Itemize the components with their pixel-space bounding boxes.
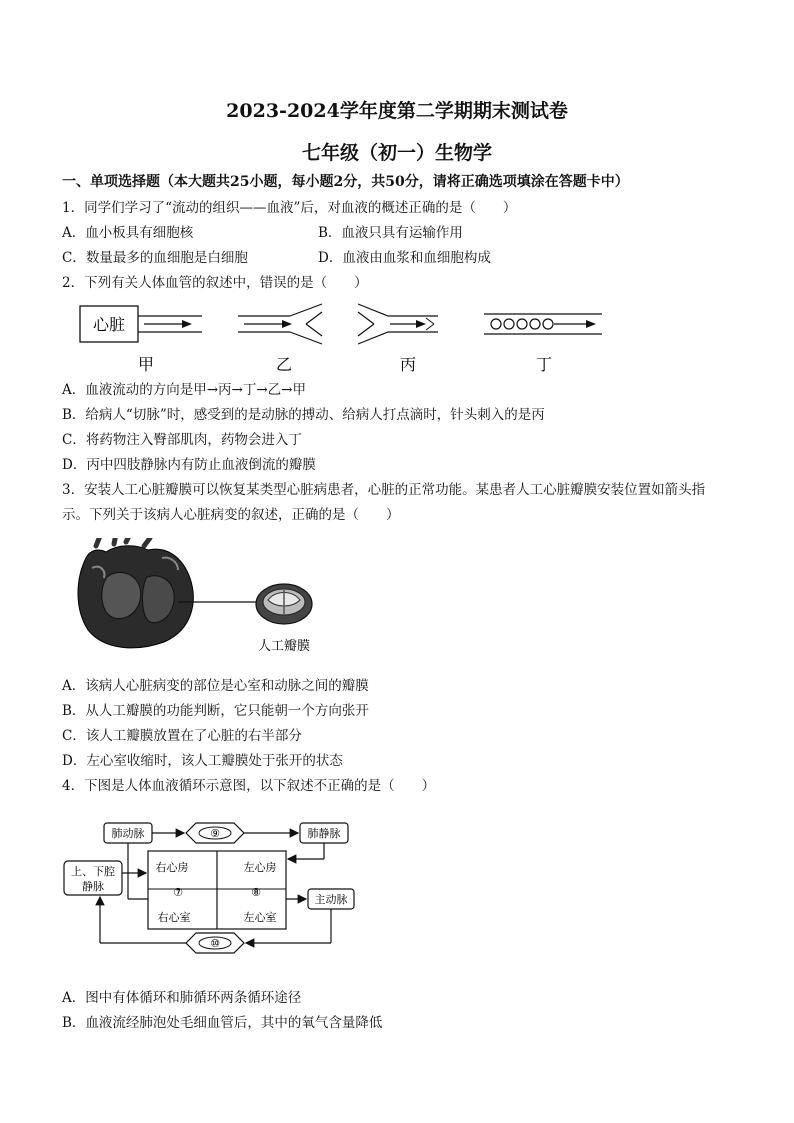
- page-title: 2023-2024学年度第二学期期末测试卷: [226, 100, 568, 122]
- q2-option-b: B．给病人“切脉”时，感受到的是动脉的搏动、给病人打点滴时，针头刺入的是丙: [62, 407, 545, 423]
- arrow-icon: [282, 320, 292, 328]
- q1-option-a: A．血小板具有细胞核: [62, 225, 194, 241]
- caption-jia: 甲: [137, 355, 155, 374]
- pulmonary-vein-label: 肺静脉: [307, 827, 341, 840]
- q4-circulation-diagram: [60, 815, 370, 960]
- q2-option-c: C．将药物注入臀部肌肉，药物会进入丁: [62, 432, 302, 448]
- q3-stem-line1: 3．安装人工心脏瓣膜可以恢复某类型心脏病患者，心脏的正常功能。某患者人工心脏瓣膜安装位置如箭头指: [62, 482, 706, 498]
- q4-stem: 4．下图是人体血液循环示意图，以下叙述不正确的是（ ）: [62, 778, 436, 794]
- q3-option-d: D．左心室收缩时，该人工瓣膜处于张开的状态: [62, 753, 343, 769]
- label-n9: ⑨: [210, 827, 220, 840]
- section-heading: 一、单项选择题（本大题共25小题，每小题2分，共50分，请将正确选项填涂在答题卡中）: [62, 174, 629, 190]
- q2-stem: 2．下列有关人体血管的叙述中，错误的是（ ）: [62, 275, 368, 291]
- q4-option-b: B．血液流经肺泡处毛细血管后，其中的氧气含量降低: [62, 1015, 383, 1031]
- pulmonary-artery-label: 肺动脉: [111, 827, 145, 840]
- q2-vessel-figure: [60, 298, 620, 378]
- left-atrium-label: 左心房: [243, 861, 277, 874]
- arrow-icon: [586, 320, 596, 328]
- page-subtitle: 七年级（初一）生物学: [301, 142, 492, 164]
- caption-yi: 乙: [275, 355, 293, 374]
- right-atrium-label: 右心房: [155, 861, 189, 874]
- q3-option-a: A．该病人心脏病变的部位是心室和动脉之间的瓣膜: [62, 678, 369, 694]
- q2-option-d: D．丙中四肢静脉内有防止血液倒流的瓣膜: [62, 457, 316, 473]
- q3-heart-figure: [66, 538, 356, 660]
- q3-stem-line2: 示。下列关于该病人心脏病变的叙述，正确的是（ ）: [62, 507, 400, 523]
- q1-option-b: B．血液只具有运输作用: [318, 225, 463, 241]
- caption-ding: 丁: [535, 355, 553, 374]
- heart-label: 心脏: [92, 315, 126, 334]
- label-n7: ⑦: [173, 886, 183, 899]
- label-n8: ⑧: [251, 886, 261, 899]
- q3-option-c: C．该人工瓣膜放置在了心脏的右半部分: [62, 728, 302, 744]
- q1-stem: 1．同学们学习了“流动的组织——血液”后，对血液的概述正确的是（ ）: [62, 200, 517, 216]
- arrow-icon: [182, 320, 192, 328]
- valve-label: 人工瓣膜: [257, 639, 311, 654]
- right-ventricle-label: 右心室: [157, 911, 191, 924]
- left-ventricle-label: 左心室: [243, 911, 277, 924]
- q2-option-a: A．血液流动的方向是甲→丙→丁→乙→甲: [62, 382, 306, 398]
- q4-option-a: A．图中有体循环和肺循环两条循环途径: [62, 990, 302, 1006]
- q1-option-c: C．数量最多的血细胞是白细胞: [62, 250, 248, 266]
- label-n10: ⑩: [210, 937, 220, 950]
- q3-option-b: B．从人工瓣膜的功能判断，它只能朝一个方向张开: [62, 703, 369, 719]
- arrow-icon: [416, 320, 426, 328]
- caption-bing: 丙: [399, 355, 417, 374]
- aorta-label: 主动脉: [314, 893, 348, 906]
- vena-cava-label-2: 静脉: [82, 880, 104, 893]
- vena-cava-label-1: 上、下腔: [71, 865, 115, 878]
- q1-option-d: D．血液由血浆和血细胞构成: [318, 250, 491, 266]
